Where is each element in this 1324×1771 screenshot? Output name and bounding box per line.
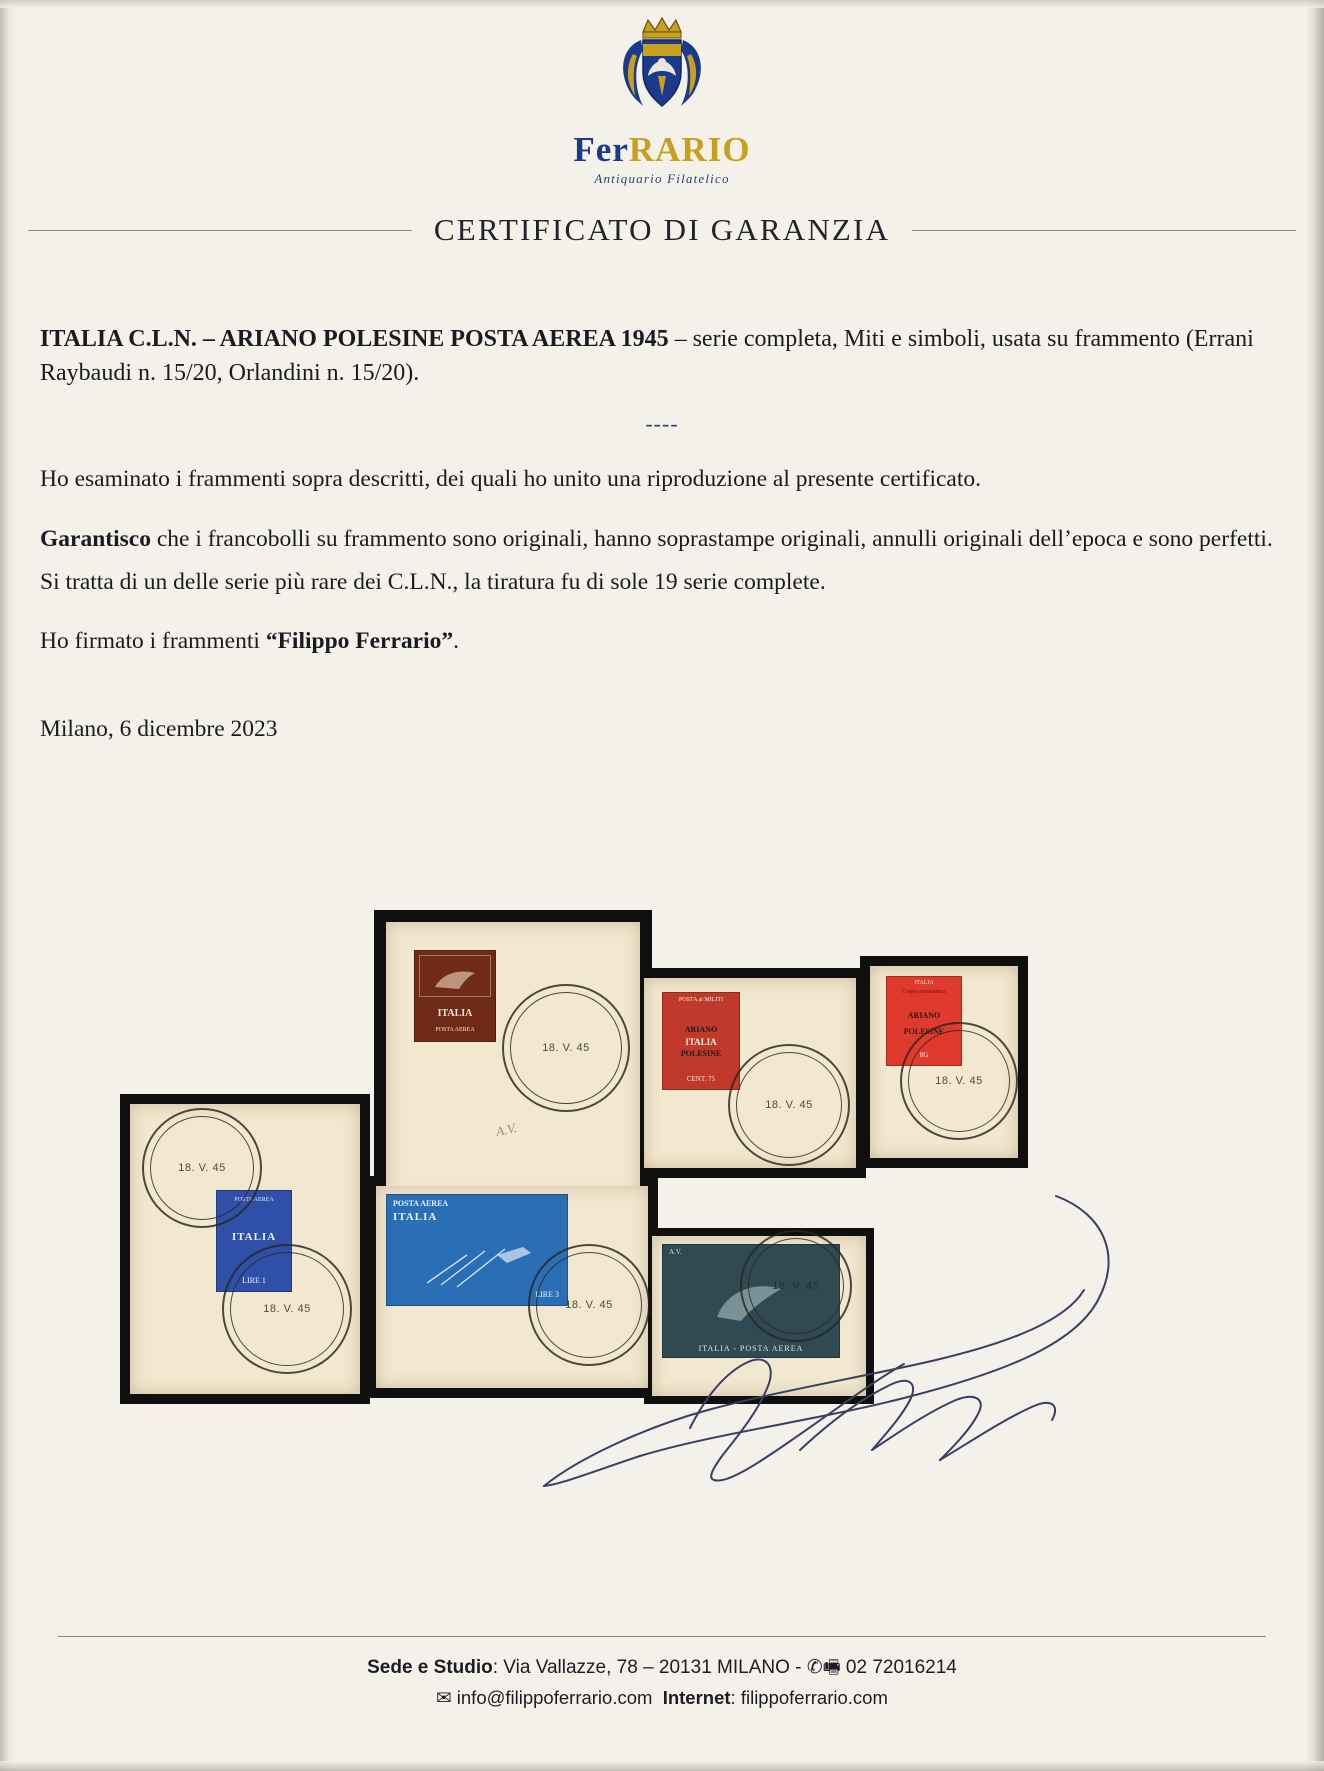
paper-edge-left [0,0,14,1771]
telephone-fax-icon: ✆🖷 [806,1656,841,1678]
paragraph-examined: Ho esaminato i frammenti sopra descritti, dei quali ho unito una riproduzione al presente certificato. [40,466,981,493]
document-body [40,322,1284,756]
paper-edge-right [1306,0,1324,1771]
postmark-date-4: 18. V. 45 [178,1162,226,1174]
stamps-photograph [104,898,1034,1438]
document-header [0,10,1324,187]
guarantee-label: Garantisco [40,525,151,552]
brand-name-part2: RARIO [628,130,751,169]
signed-prefix: Ho firmato i frammenti [40,628,266,655]
certificate-heading-bold: ITALIA C.L.N. – ARIANO POLESINE POSTA AEREA 1945 [40,326,669,352]
fragment-red-overprint [870,966,1018,1158]
paragraph-guarantee [40,523,1284,556]
footer-address: : Via Vallazze, 78 – 20131 MILANO - [492,1657,807,1678]
fragment-blue-1lira [130,1104,360,1394]
postmark-ariano-polesine-3 [900,1022,1018,1140]
certificate-heading [40,322,1284,390]
title-row [28,212,1296,248]
postmark-date-5: 18. V. 45 [263,1303,311,1315]
page-title: CERTIFICATO DI GARANZIA [433,212,891,247]
footer-address-line [0,1652,1324,1683]
postmark-ariano-polesine-7 [740,1230,852,1342]
postmark-date-3: 18. V. 45 [935,1075,983,1087]
fragment-blue-airmail [376,1186,648,1388]
place-and-date: Milano, 6 dicembre 2023 [40,715,278,742]
postmark-ariano-polesine-1 [502,984,630,1112]
postmark-ariano-polesine-2 [728,1044,850,1166]
paper-edge-top [0,0,1324,8]
brand-wordmark [0,130,1324,170]
stamp-blue-1lira: POSTA AEREA ITALIA LIRE 1 [216,1190,292,1292]
brand-name-part1: Fer [573,130,629,169]
guarantee-text: che i francobolli su frammento sono originali, hanno soprastampe originali, annulli originali dell’epoca e sono perfetti. [150,525,1273,552]
fragment-red-75 [644,978,856,1168]
stamp-dark-airmail: A.V. ITALIA - POSTA AEREA [662,1244,840,1358]
envelope-icon: ✉ [436,1688,452,1710]
footer-rule [58,1636,1266,1637]
stamp-blue-airmail: POSTA AEREA ITALIA LIRE 3 [386,1194,568,1306]
signed-name: “Filippo Ferrario” [265,628,454,655]
stamp-red-75: POSTA ai MILITI ARIANO ITALIA POLESINE CENT. 75 [662,992,740,1090]
fragment-brown-pegasus: ITALIA POSTA AEREA 18. V. 45 A.V. [386,922,640,1198]
document-footer [0,1652,1324,1714]
postmark-ariano-polesine-5 [222,1244,352,1374]
paragraph-signed [40,625,1284,658]
postmark-date-1: 18. V. 45 [542,1042,590,1054]
stamp-red-overprint: ITALIA Corpo aeronautico ARIANO POLESINE 8G [886,976,962,1066]
postmark-date-6: 18. V. 45 [565,1299,613,1311]
footer-email[interactable]: info@filippoferrario.com [456,1687,653,1709]
heraldic-crest-icon [603,10,721,128]
footer-contact-line: ✉ info@filippoferrario.com Internet: filippoferrario.com [436,1687,888,1710]
footer-office-label: Sede e Studio [367,1657,493,1678]
fragment-dark-airmail [652,1236,866,1396]
footer-phone: 02 72016214 [845,1657,957,1678]
footer-website[interactable]: filippoferrario.com [740,1687,888,1709]
stamp-brown-pegasus: ITALIA POSTA AEREA [414,950,496,1042]
brand-tagline: Antiquario Filatelico [594,171,730,186]
postmark-date-7: 18. V. 45 [772,1280,820,1292]
certificate-heading-rest: – serie completa, Miti e simboli, usata su frammento (Errani Raybaudi n. 15/20, Orlandini n. 15/20). [40,326,1254,387]
footer-internet-label: Internet [662,1687,731,1709]
title-rule-right [912,230,1296,231]
section-separator: ---- [645,411,679,437]
signed-suffix: . [453,628,459,655]
paper-edge-bottom [0,1761,1324,1771]
postmark-date-2: 18. V. 45 [765,1099,813,1111]
paragraph-rarity: Si tratta di un delle serie più rare dei C.L.N., la tiratura fu di sole 19 serie complete. [40,569,826,596]
postmark-ariano-polesine-4 [142,1108,262,1228]
title-rule-left [28,230,412,231]
postmark-ariano-polesine-6 [528,1244,650,1366]
